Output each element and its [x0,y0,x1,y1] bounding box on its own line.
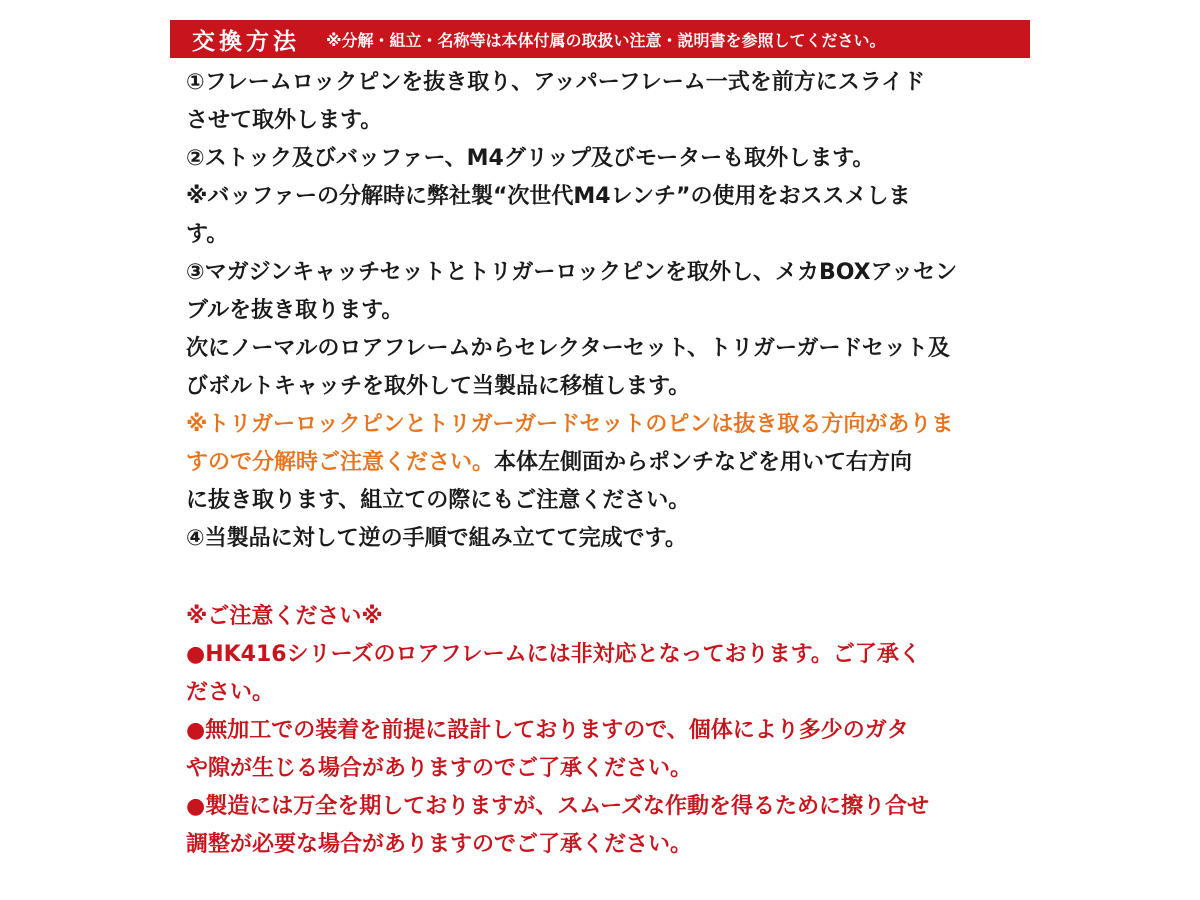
instruction-line: に抜き取ります、組立ての際にもご注意ください。 [186,488,691,513]
instruction-text: 本体左側面からポンチなどを用いて右方向 [494,450,913,475]
caution-line: 調整が必要な場合がありますのでご了承ください。 [186,832,693,857]
section-header [170,20,1030,58]
instruction-line: ④当製品に対して逆の手順で組み立てて完成です。 [186,526,687,551]
instruction-line [186,444,1036,482]
caution-line: ●製造には万全を期しておりますが、スムーズな作動を得るために擦り合せ [186,794,929,819]
section-title: 交換方法 [192,28,300,55]
warning-text: すので分解時ご注意ください。 [186,450,495,475]
instruction-line: す。 [186,222,229,247]
instruction-line: ②ストック及びバッファー、M4グリップ及びモーターも取外します。 [186,146,875,171]
instruction-line: ※バッファーの分解時に弊社製“次世代M4レンチ”の使用をおススメしま [186,184,911,209]
instructions-body [186,64,1036,864]
section-header-note: ※分解・組立・名称等は本体付属の取扱い注意・説明書を参照してください。 [326,30,886,50]
caution-heading: ※ご注意ください※ [186,604,383,629]
instruction-line: ブルを抜き取ります。 [186,298,404,323]
instruction-line: 次にノーマルのロアフレームからセレクターセット、トリガーガードセット及 [186,336,950,361]
instruction-line: ①フレームロックピンを抜き取り、アッパーフレーム一式を前方にスライド [186,70,926,95]
caution-line: ださい。 [186,680,275,705]
instruction-line: ③マガジンキャッチセットとトリガーロックピンを取外し、メカBOXアッセン [186,260,958,285]
instruction-line: びボルトキャッチを取外して当製品に移植します。 [186,374,691,399]
caution-line: や隙が生じる場合がありますのでご了承ください。 [186,756,693,781]
instruction-line: させて取外します。 [186,108,383,133]
caution-line: ●HK416シリーズのロアフレームには非対応となっております。ご了承く [186,642,921,667]
caution-line: ●無加工での装着を前提に設計しておりますので、個体により多少のガタ [186,718,909,743]
warning-line: ※トリガーロックピンとトリガーガードセットのピンは抜き取る方向がありま [186,412,954,437]
spacer [186,558,1036,598]
